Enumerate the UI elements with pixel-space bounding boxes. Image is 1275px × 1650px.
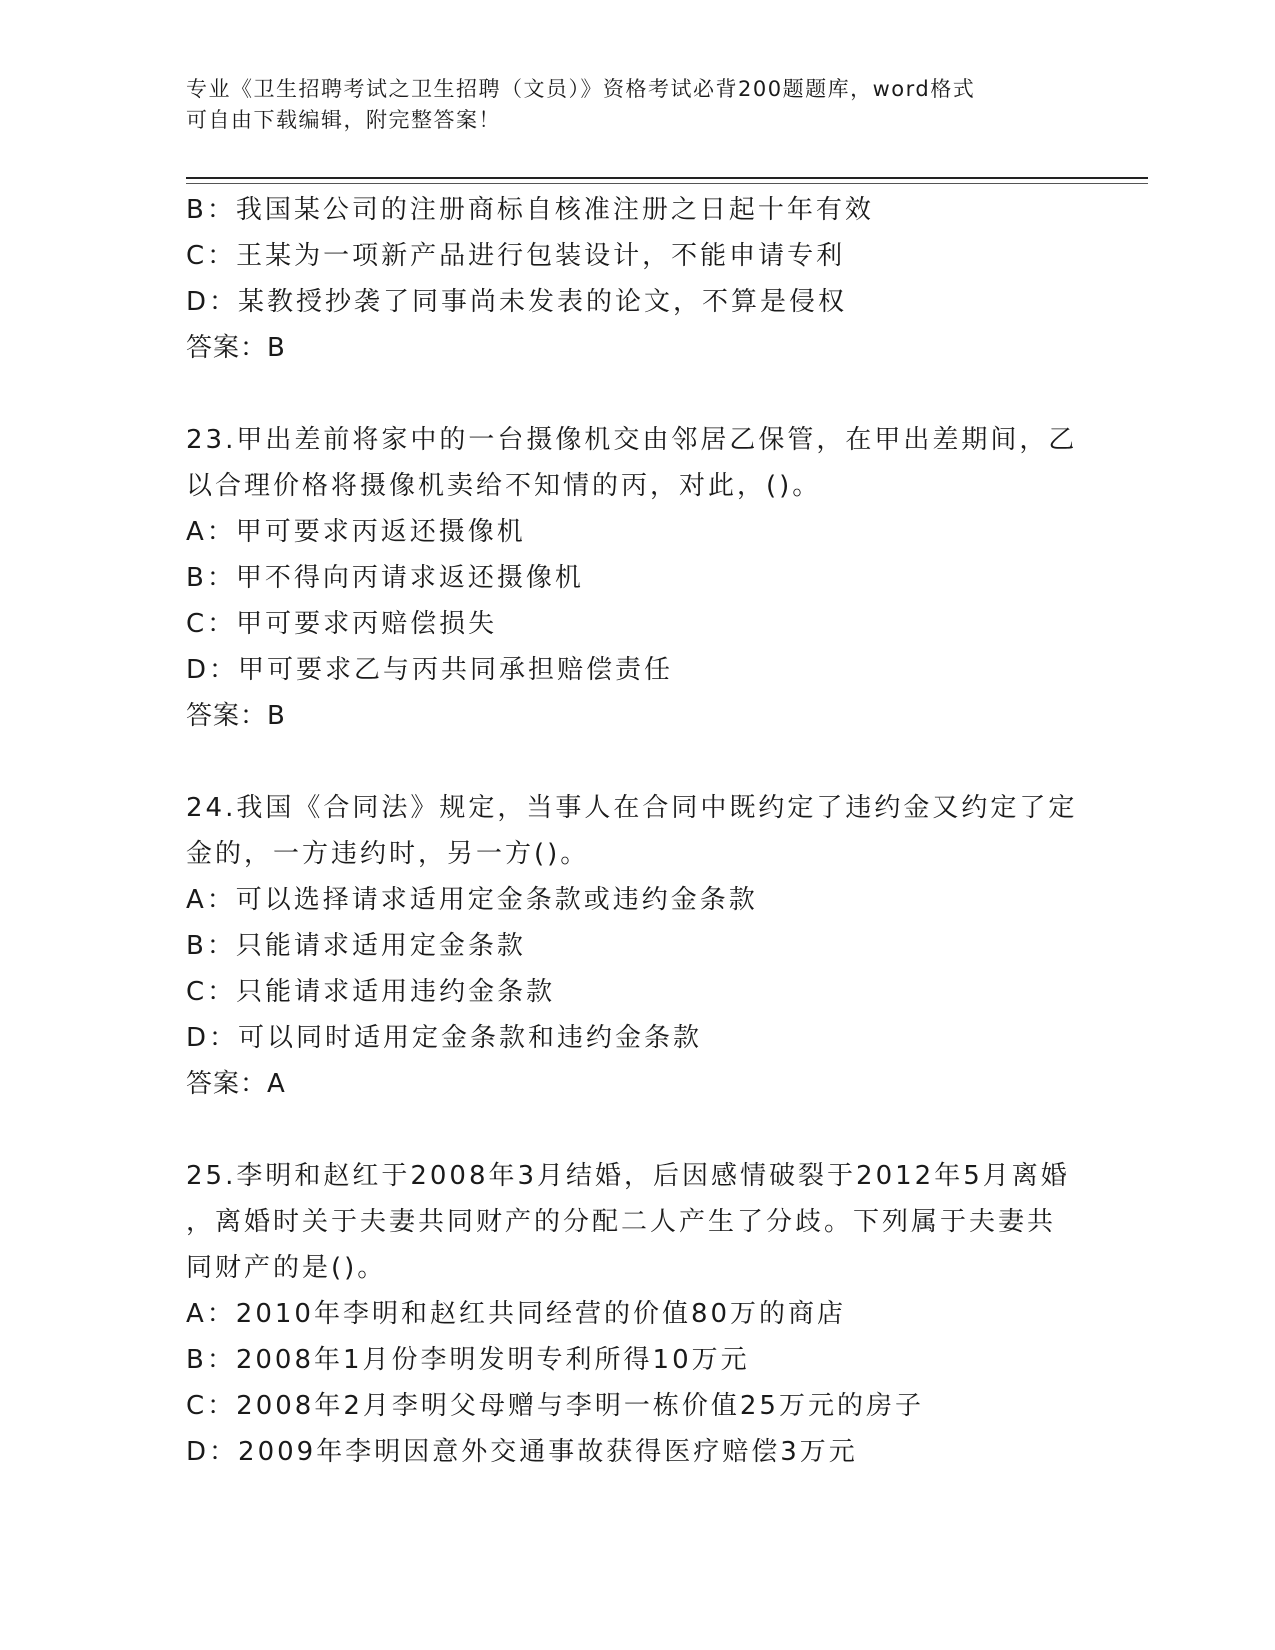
answer-line: 答案：A — [186, 1069, 286, 1099]
question-stem-line: 23.甲出差前将家中的一台摄像机交由邻居乙保管，在甲出差期间，乙 — [186, 425, 1078, 455]
header-title-line-1: 专业《卫生招聘考试之卫生招聘（文员）》资格考试必背200题题库，word格式 — [186, 77, 976, 101]
question-25 — [186, 1153, 1086, 1475]
answer-line: 答案：B — [186, 333, 286, 363]
option-b: B：只能请求适用定金条款 — [186, 931, 526, 961]
answer-line: 答案：B — [186, 701, 286, 731]
question-23 — [186, 417, 1086, 739]
option-c: C：只能请求适用违约金条款 — [186, 977, 556, 1007]
question-stem-line: 24.我国《合同法》规定，当事人在合同中既约定了违约金又约定了定 — [186, 793, 1078, 823]
option-c: C：王某为一项新产品进行包装设计，不能申请专利 — [186, 241, 846, 271]
option-a: A：可以选择请求适用定金条款或违约金条款 — [186, 885, 758, 915]
question-stem-line: 金的，一方违约时，另一方()。 — [186, 839, 590, 869]
option-c: C：甲可要求丙赔偿损失 — [186, 609, 498, 639]
option-b: B：2008年1月份李明发明专利所得10万元 — [186, 1345, 750, 1375]
header-title-line-2: 可自由下载编辑，附完整答案！ — [186, 108, 501, 132]
question-24 — [186, 785, 1086, 1107]
page-header — [186, 74, 1066, 136]
option-a: A：甲可要求丙返还摄像机 — [186, 517, 526, 547]
option-d: D：2009年李明因意外交通事故获得医疗赔偿3万元 — [186, 1437, 858, 1467]
prev-question — [186, 187, 1086, 371]
question-stem-line: ，离婚时关于夫妻共同财产的分配二人产生了分歧。下列属于夫妻共 — [186, 1207, 1057, 1237]
question-stem-line: 同财产的是()。 — [186, 1253, 387, 1283]
question-stem-line: 25.李明和赵红于2008年3月结婚，后因感情破裂于2012年5月离婚 — [186, 1161, 1070, 1191]
header-divider-thin — [186, 183, 1148, 184]
option-c: C：2008年2月李明父母赠与李明一栋价值25万元的房子 — [186, 1391, 924, 1421]
option-d: D：甲可要求乙与丙共同承担赔偿责任 — [186, 655, 674, 685]
option-d: D：某教授抄袭了同事尚未发表的论文，不算是侵权 — [186, 287, 848, 317]
document-body — [186, 187, 1086, 1475]
option-b: B：我国某公司的注册商标自核准注册之日起十年有效 — [186, 195, 874, 225]
option-b: B：甲不得向丙请求返还摄像机 — [186, 563, 584, 593]
option-d: D：可以同时适用定金条款和违约金条款 — [186, 1023, 703, 1053]
header-divider — [186, 177, 1148, 179]
question-stem-line: 以合理价格将摄像机卖给不知情的丙，对此，()。 — [186, 471, 822, 501]
option-a: A：2010年李明和赵红共同经营的价值80万的商店 — [186, 1299, 847, 1329]
